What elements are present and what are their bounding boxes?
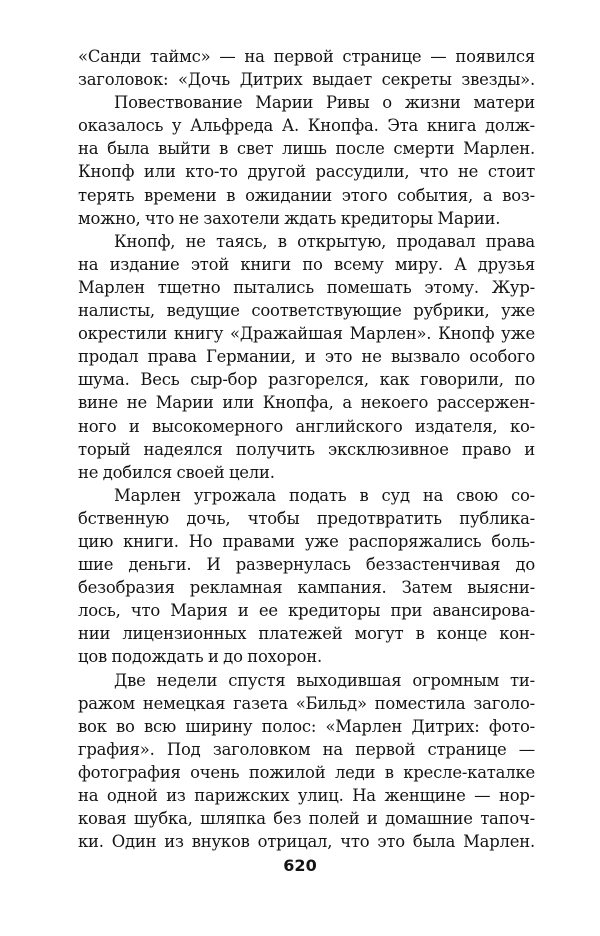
text-line: Кнопф или кто-то другой рассудили, что не стоит: [78, 162, 535, 182]
text-line: торый надеялся получить эксклюзивное право и: [78, 439, 535, 459]
page-number: 620: [283, 856, 317, 875]
text-line: продал права Германии, и это не вызвало особого: [78, 347, 535, 367]
text-line: заголовок: «Дочь Дитрих выдает секреты звезды».: [78, 70, 535, 90]
text-line: шие деньги. И развернулась беззастенчивая до: [78, 555, 535, 575]
text-line: вине не Марии или Кнопфа, а некоего рассержен-: [78, 393, 535, 413]
text-line: ки. Один из внуков отрицал, что это была Марлен.: [78, 832, 535, 852]
text-line: ковая шубка, шляпка без полей и домашние тапоч-: [78, 809, 535, 829]
text-line: нии лицензионных платежей могут в конце кон-: [78, 624, 535, 644]
text-line: не добился своей цели.: [78, 462, 275, 482]
text-line: Марлен тщетно пытались помешать этому. Жур-: [78, 277, 535, 297]
text-line: графия». Под заголовком на первой странице —: [78, 739, 535, 759]
text-line: бственную дочь, чтобы предотвратить публика-: [78, 508, 535, 528]
text-line: налисты, ведущие соответствующие рубрики, уже: [78, 301, 535, 321]
text-line: цов подождать и до похорон.: [78, 647, 323, 667]
paragraph: [78, 91, 535, 230]
text-line: «Санди таймс» — на первой странице — появился: [78, 47, 535, 66]
text-line: на одной из парижских улиц. На женщине — нор-: [78, 786, 535, 805]
text-line: терять времени в ожидании этого события, а воз-: [78, 185, 535, 205]
paragraph: [78, 484, 535, 669]
text-line: ражом немецкая газета «Бильд» поместила заголо-: [78, 693, 535, 713]
text-line: на издание этой книги по всему миру. А друзья: [78, 254, 535, 274]
text-line: Повествование Марии Ривы о жизни матери: [114, 93, 535, 113]
text-line: оказалось у Альфреда А. Кнопфа. Эта книга долж-: [78, 116, 535, 136]
text-line: безобразия рекламная кампания. Затем выясни-: [78, 578, 535, 598]
paragraph: [78, 669, 535, 854]
text-line: цию книги. Но правами уже распоряжались боль-: [78, 531, 535, 551]
text-line: ного и высокомерного английского издателя, ко-: [78, 416, 535, 436]
paragraph: [78, 45, 535, 91]
paragraph: [78, 230, 535, 484]
text-line: шума. Весь сыр-бор разгорелся, как говорили, по: [78, 370, 535, 390]
page-body: [78, 45, 535, 853]
text-line: окрестили книгу «Дражайшая Марлен». Кнопф уже: [78, 324, 535, 344]
text-line: Марлен угрожала подать в суд на свою со-: [114, 485, 535, 505]
text-line: на была выйти в свет лишь после смерти Марлен.: [78, 139, 535, 159]
text-line: Две недели спустя выходившая огромным ти-: [114, 670, 535, 690]
text-line: фотография очень пожилой леди в кресле-каталке: [78, 762, 535, 782]
text-line: можно, что не захотели ждать кредиторы Марии.: [78, 208, 501, 228]
text-line: лось, что Мария и ее кредиторы при авансирова-: [78, 601, 535, 621]
text-line: вок во всю ширину полос: «Марлен Дитрих: фото-: [78, 716, 535, 736]
text-line: Кнопф, не таясь, в открытую, продавал права: [114, 231, 535, 251]
